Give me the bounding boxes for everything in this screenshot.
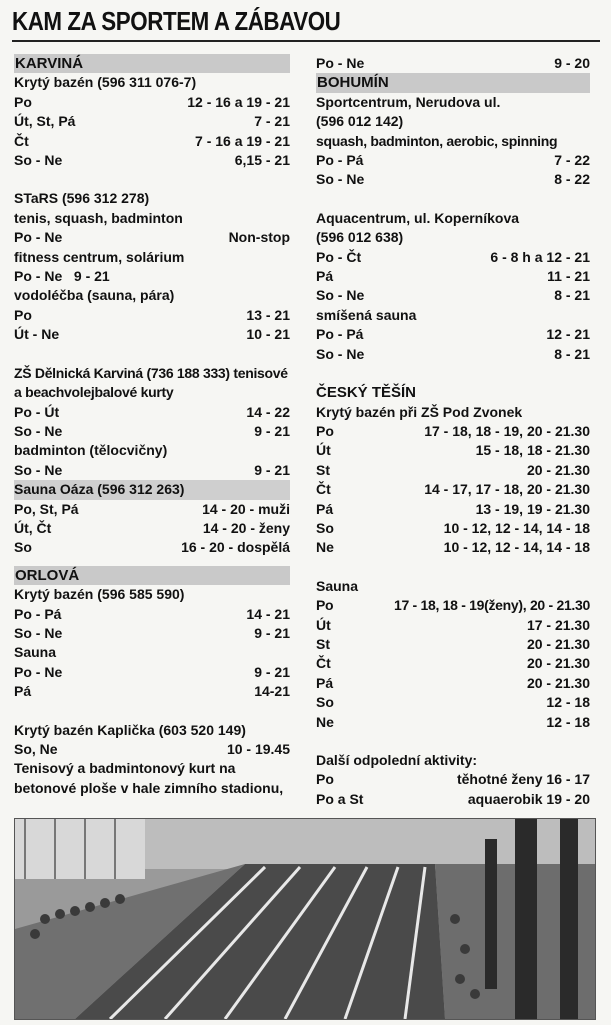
schedule-row: Út - Ne 10 - 21 [14, 326, 290, 343]
schedule-row: Po 12 - 16 a 19 - 21 [14, 93, 290, 110]
zs-badminton: badminton (tělocvičny) [14, 442, 168, 459]
stars-fitness-row: Po - Ne 9 - 21 [14, 268, 110, 285]
schedule-row: Ne 12 - 18 [316, 713, 590, 730]
schedule-row: Pá 20 - 21.30 [316, 674, 590, 691]
stars-name: STaRS (596 312 278) [14, 190, 150, 207]
schedule-row: Po, St, Pá 14 - 20 - muži [14, 500, 290, 517]
schedule-row: Po - Pá 12 - 21 [316, 326, 590, 343]
schedule-row: So - Ne 8 - 21 [316, 287, 590, 304]
stars-sports: tenis, squash, badminton [14, 209, 183, 226]
schedule-row: Po - Ne Non-stop [14, 229, 290, 246]
schedule-row: St 20 - 21.30 [316, 635, 590, 652]
kaplicka-name: Krytý bazén Kaplička (603 520 149) [14, 721, 246, 738]
title-divider [12, 40, 600, 42]
sauna-oaza-name: Sauna Oáza (596 312 263) [14, 480, 290, 499]
schedule-row: So 12 - 18 [316, 694, 590, 711]
aqua-name: Aquacentrum, ul. Koperníkova [316, 209, 520, 226]
schedule-row: Pá 14-21 [14, 683, 290, 700]
schedule-row: Po a St aquaerobik 19 - 20 [316, 790, 590, 807]
tesin-sauna-label: Sauna [316, 577, 359, 594]
orlova-pool-name: Krytý bazén (596 585 590) [14, 586, 185, 603]
schedule-row: So - Ne 8 - 21 [316, 345, 590, 362]
schedule-row: So 16 - 20 - dospělá [14, 539, 290, 556]
schedule-row: So - Ne 9 - 21 [14, 422, 290, 439]
schedule-row: Po - Pá 7 - 22 [316, 152, 590, 169]
schedule-row: Po - Ne 9 - 20 [316, 55, 590, 71]
schedule-row: Po - Čt 6 - 8 h a 12 - 21 [316, 248, 590, 265]
schedule-row: So - Ne 8 - 22 [316, 171, 590, 188]
schedule-row: Út 17 - 21.30 [316, 616, 590, 633]
schedule-row: Út, St, Pá 7 - 21 [14, 113, 290, 130]
schedule-row: Po 13 - 21 [14, 306, 290, 323]
orlova-sauna-label: Sauna [14, 644, 57, 661]
schedule-row: Út, Čt 14 - 20 - ženy [14, 519, 290, 536]
schedule-row: Pá 13 - 19, 19 - 21.30 [316, 500, 590, 517]
stars-water: vodoléčba (sauna, pára) [14, 287, 175, 304]
tesin-heading: ČESKÝ TĚŠÍN [316, 384, 417, 402]
schedule-row: Čt 20 - 21.30 [316, 655, 590, 672]
pool-photo [14, 818, 596, 1020]
schedule-row: So - Ne 9 - 21 [14, 624, 290, 641]
schedule-row: Čt 14 - 17, 17 - 18, 20 - 21.30 [316, 481, 590, 498]
pool-photo-illustration [15, 819, 595, 1019]
schedule-row: Pá 11 - 21 [316, 268, 590, 285]
bohumin-heading: BOHUMÍN [316, 73, 590, 92]
schedule-row: Po 17 - 18, 18 - 19(ženy), 20 - 21.30 [316, 597, 590, 614]
right-column [316, 54, 590, 809]
schedule-row: St 20 - 21.30 [316, 461, 590, 478]
page-title: KAM ZA SPORTEM A ZÁBAVOU [12, 6, 341, 36]
sportcentrum-sports: squash, badminton, aerobic, spinning [316, 132, 558, 149]
aqua-mixed-sauna: smíšená sauna [316, 306, 417, 323]
schedule-row: Po těhotné ženy 16 - 17 [316, 771, 590, 788]
schedule-row: Po - Ne 9 - 21 [14, 663, 290, 680]
schedule-row: Út 15 - 18, 18 - 21.30 [316, 442, 590, 459]
karvina-heading: KARVINÁ [14, 54, 290, 73]
aqua-phone: (596 012 638) [316, 229, 404, 246]
tesin-pool-name: Krytý bazén při ZŠ Pod Zvonek [316, 403, 523, 420]
schedule-row: So 10 - 12, 12 - 14, 14 - 18 [316, 519, 590, 536]
sportcentrum-name: Sportcentrum, Nerudova ul. [316, 93, 501, 110]
schedule-row: So - Ne 9 - 21 [14, 461, 290, 478]
left-column [14, 54, 290, 798]
schedule-row: Čt 7 - 16 a 19 - 21 [14, 132, 290, 149]
kaplicka-note: Tenisový a badmintonový kurt na betonové ploše v hale zimního stadionu, [14, 760, 284, 796]
orlova-heading: ORLOVÁ [14, 566, 290, 585]
schedule-row: Po 17 - 18, 18 - 19, 20 - 21.30 [316, 422, 590, 439]
stars-fitness: fitness centrum, solárium [14, 248, 185, 265]
tesin-more-label: Další odpolední aktivity: [316, 752, 478, 768]
schedule-row: Po - Pá 14 - 21 [14, 605, 290, 622]
zs-name: ZŠ Dělnická Karviná (736 188 333) tenisové a beachvolejbalové kurty [14, 364, 288, 401]
karvina-pool-name: Krytý bazén (596 311 076-7) [14, 74, 197, 91]
sportcentrum-phone: (596 012 142) [316, 113, 404, 130]
schedule-row: Po - Út 14 - 22 [14, 403, 290, 420]
schedule-row: Ne 10 - 12, 12 - 14, 14 - 18 [316, 539, 590, 556]
schedule-row: So - Ne 6,15 - 21 [14, 152, 290, 169]
schedule-row: So, Ne 10 - 19.45 [14, 741, 290, 757]
